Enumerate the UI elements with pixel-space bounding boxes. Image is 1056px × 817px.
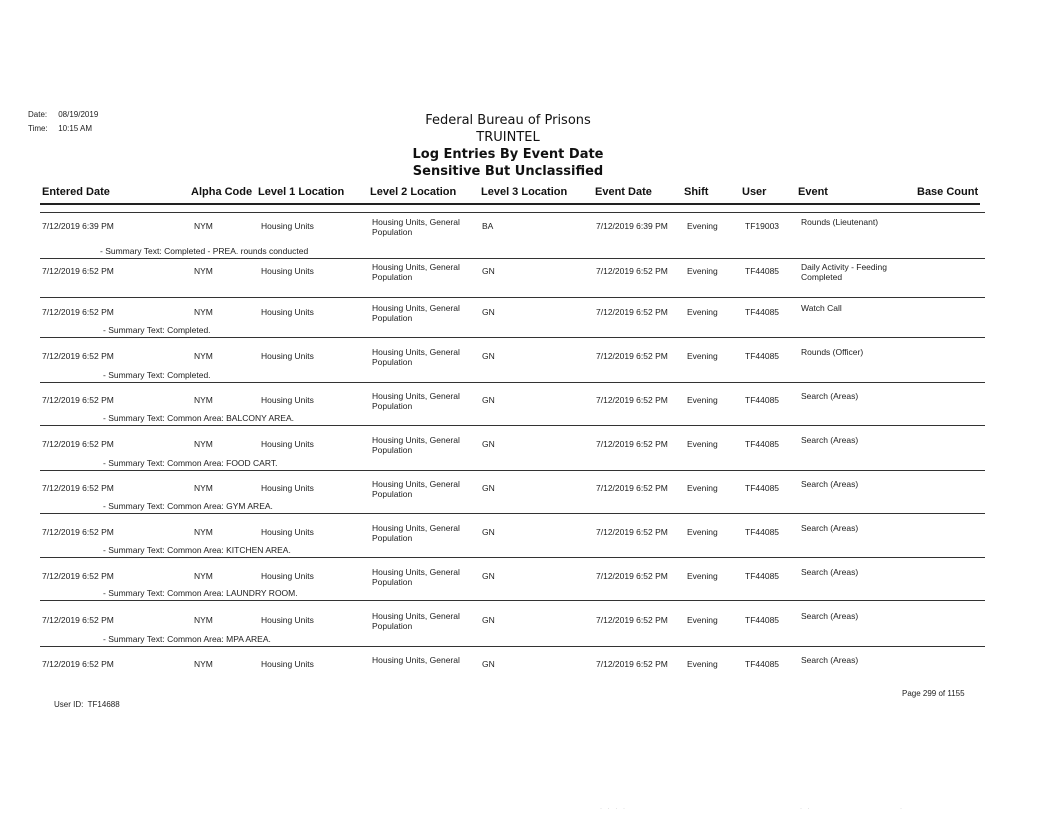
col-level3: Level 3 Location [481, 186, 568, 198]
cell-entered-date: 7/12/2019 6:52 PM [42, 483, 114, 493]
cell-entered-date: 7/12/2019 6:52 PM [42, 266, 114, 276]
cell-level3: GN [482, 439, 495, 449]
row-rule [40, 513, 985, 514]
col-event: Event [798, 186, 828, 198]
cell-level2: Housing Units, General Population [372, 479, 460, 499]
cell-event: Search (Areas) [801, 523, 859, 533]
cell-entered-date: 7/12/2019 6:52 PM [42, 615, 114, 625]
cell-level3: GN [482, 395, 495, 405]
cell-alpha-code: NYM [194, 221, 213, 231]
row-rule [40, 425, 985, 426]
cell-event-date: 7/12/2019 6:52 PM [596, 527, 668, 537]
cell-entered-date: 7/12/2019 6:52 PM [42, 659, 114, 669]
row-rule [40, 337, 985, 338]
col-event-date: Event Date [595, 186, 652, 198]
cell-level2: Housing Units, General Population [372, 611, 460, 631]
cell-alpha-code: NYM [194, 659, 213, 669]
cell-event: Search (Areas) [801, 391, 859, 401]
cell-alpha-code: NYM [194, 266, 213, 276]
cell-entered-date: 7/12/2019 6:52 PM [42, 395, 114, 405]
cell-user: TF19003 [745, 221, 780, 231]
cell-alpha-code: NYM [194, 351, 213, 361]
scan-speck: · · [800, 806, 812, 812]
cell-level1: Housing Units [261, 395, 314, 405]
cell-entered-date: 7/12/2019 6:52 PM [42, 527, 114, 537]
row-rule [40, 470, 985, 471]
cell-shift: Evening [687, 351, 718, 361]
cell-user: TF44085 [745, 615, 780, 625]
cell-level2: Housing Units, General Population [372, 567, 460, 587]
cell-level2: Housing Units, General [372, 655, 460, 665]
row-rule [40, 382, 985, 383]
row-rule [40, 646, 985, 647]
cell-user: TF44085 [745, 395, 780, 405]
cell-event-date: 7/12/2019 6:52 PM [596, 571, 668, 581]
cell-event-date: 7/12/2019 6:52 PM [596, 266, 668, 276]
date-value: 08/19/2019 [58, 110, 99, 119]
cell-entered-date: 7/12/2019 6:52 PM [42, 439, 114, 449]
cell-shift: Evening [687, 527, 718, 537]
system-name: TRUINTEL [476, 130, 540, 145]
cell-level2: Housing Units, General Population [372, 217, 460, 237]
cell-level2: Housing Units, General Population [372, 391, 460, 411]
cell-event: Search (Areas) [801, 611, 859, 621]
cell-alpha-code: NYM [194, 483, 213, 493]
cell-event-date: 7/12/2019 6:52 PM [596, 439, 668, 449]
row-rule [40, 600, 985, 601]
cell-alpha-code: NYM [194, 527, 213, 537]
cell-level1: Housing Units [261, 221, 314, 231]
time-value: 10:15 AM [58, 124, 93, 133]
cell-entered-date: 7/12/2019 6:52 PM [42, 351, 114, 361]
cell-event: Rounds (Lieutenant) [801, 217, 879, 227]
cell-level3: GN [482, 307, 495, 317]
cell-level3: GN [482, 266, 495, 276]
classification: Sensitive But Unclassified [412, 164, 604, 179]
row-rule [40, 557, 985, 558]
cell-event: Search (Areas) [801, 567, 859, 577]
cell-event-date: 7/12/2019 6:52 PM [596, 659, 668, 669]
print-time [28, 124, 92, 133]
cell-shift: Evening [687, 659, 718, 669]
cell-level3: GN [482, 659, 495, 669]
page-number: Page 299 of 1155 [902, 689, 965, 698]
cell-level2: Housing Units, General Population [372, 303, 460, 323]
cell-level1: Housing Units [261, 439, 314, 449]
cell-user: TF44085 [745, 527, 780, 537]
cell-level1: Housing Units [261, 351, 314, 361]
date-label: Date: [28, 110, 48, 119]
summary-text: - Summary Text: Common Area: BALCONY AREA. [103, 413, 295, 423]
row-rule [40, 258, 985, 259]
cell-event-date: 7/12/2019 6:52 PM [596, 307, 668, 317]
summary-text: - Summary Text: Common Area: KITCHEN AREA. [103, 545, 291, 555]
cell-level3: GN [482, 571, 495, 581]
cell-event-date: 7/12/2019 6:39 PM [596, 221, 668, 231]
col-level2: Level 2 Location [370, 186, 457, 198]
cell-event-date: 7/12/2019 6:52 PM [596, 351, 668, 361]
cell-level1: Housing Units [261, 527, 314, 537]
scan-speck: · · · · [600, 806, 627, 812]
print-date [28, 110, 98, 119]
time-label: Time: [28, 124, 48, 133]
cell-user: TF44085 [745, 659, 780, 669]
agency-name: Federal Bureau of Prisons [425, 113, 591, 128]
cell-entered-date: 7/12/2019 6:52 PM [42, 307, 114, 317]
summary-text: - Summary Text: Common Area: MPA AREA. [103, 634, 271, 644]
cell-alpha-code: NYM [194, 439, 213, 449]
summary-text: - Summary Text: Common Area: GYM AREA. [103, 501, 273, 511]
summary-text: - Summary Text: Common Area: FOOD CART. [103, 458, 278, 468]
cell-level1: Housing Units [261, 483, 314, 493]
col-base-count: Base Count [917, 186, 979, 198]
cell-event-date: 7/12/2019 6:52 PM [596, 615, 668, 625]
cell-level1: Housing Units [261, 307, 314, 317]
summary-text: - Summary Text: Completed. [103, 370, 211, 380]
row-rule [40, 297, 985, 298]
cell-entered-date: 7/12/2019 6:52 PM [42, 571, 114, 581]
cell-level3: BA [482, 221, 494, 231]
row-rule [40, 212, 985, 213]
cell-shift: Evening [687, 221, 718, 231]
cell-level1: Housing Units [261, 659, 314, 669]
col-shift: Shift [684, 186, 709, 198]
cell-shift: Evening [687, 483, 718, 493]
cell-user: TF44085 [745, 351, 780, 361]
report-name: Log Entries By Event Date [412, 147, 604, 162]
cell-event: Rounds (Officer) [801, 347, 864, 357]
cell-event-date: 7/12/2019 6:52 PM [596, 483, 668, 493]
summary-text: - Summary Text: Common Area: LAUNDRY ROOM. [103, 588, 298, 598]
col-level1: Level 1 Location [258, 186, 345, 198]
cell-level3: GN [482, 483, 495, 493]
cell-user: TF44085 [745, 571, 780, 581]
cell-shift: Evening [687, 266, 718, 276]
cell-level2: Housing Units, General Population [372, 347, 460, 367]
cell-event: Search (Areas) [801, 435, 859, 445]
report-title [328, 112, 688, 180]
header-rule [40, 203, 980, 205]
cell-alpha-code: NYM [194, 571, 213, 581]
cell-level3: GN [482, 527, 495, 537]
user-id-label: User ID: [54, 700, 84, 709]
summary-text: - Summary Text: Completed - PREA. rounds conducted [100, 246, 309, 256]
user-id-value: TF14688 [87, 700, 120, 709]
footer-user-id [54, 700, 120, 709]
cell-level2: Housing Units, General Population [372, 523, 460, 543]
cell-level2: Housing Units, General Population [372, 262, 460, 282]
cell-user: TF44085 [745, 266, 780, 276]
cell-shift: Evening [687, 395, 718, 405]
cell-user: TF44085 [745, 483, 780, 493]
cell-event: Daily Activity - Feeding Completed [801, 262, 887, 282]
cell-level1: Housing Units [261, 266, 314, 276]
cell-level3: GN [482, 351, 495, 361]
cell-alpha-code: NYM [194, 395, 213, 405]
cell-event: Search (Areas) [801, 479, 859, 489]
cell-user: TF44085 [745, 307, 780, 317]
summary-text: - Summary Text: Completed. [103, 325, 211, 335]
cell-user: TF44085 [745, 439, 780, 449]
cell-level1: Housing Units [261, 615, 314, 625]
cell-alpha-code: NYM [194, 615, 213, 625]
cell-event-date: 7/12/2019 6:52 PM [596, 395, 668, 405]
cell-alpha-code: NYM [194, 307, 213, 317]
col-user: User [742, 186, 767, 198]
cell-level2: Housing Units, General Population [372, 435, 460, 455]
cell-entered-date: 7/12/2019 6:39 PM [42, 221, 114, 231]
cell-level3: GN [482, 615, 495, 625]
cell-shift: Evening [687, 571, 718, 581]
col-entered-date: Entered Date [42, 186, 110, 198]
scan-speck: · [900, 806, 904, 812]
cell-level1: Housing Units [261, 571, 314, 581]
cell-shift: Evening [687, 439, 718, 449]
cell-shift: Evening [687, 307, 718, 317]
cell-shift: Evening [687, 615, 718, 625]
cell-event: Watch Call [801, 303, 842, 313]
cell-event: Search (Areas) [801, 655, 859, 665]
col-alpha-code: Alpha Code [191, 186, 253, 198]
